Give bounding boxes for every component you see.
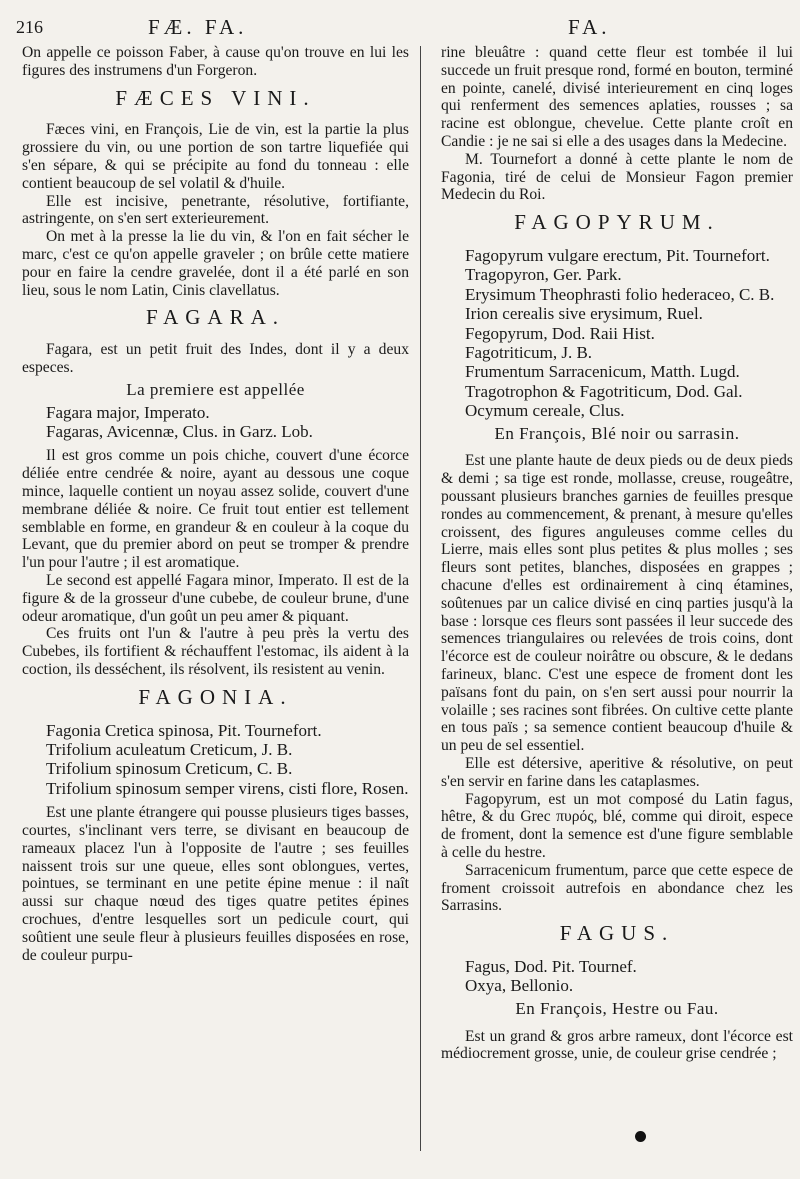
- fagus-synonym: Fagus, Dod. Pit. Tournef.: [465, 956, 637, 976]
- faeces-paragraph-1: Fæces vini, en François, Lie de vin, est la partie la plus grossiere du vin, ou une portion de son tartre liquefiée qui s'en sépare, & qui se précipite au fond du tonneau : elle contient beaucoup de sel volatil & d'huile.: [22, 121, 409, 192]
- fagopyrum-paragraph-1: Est une plante haute de deux pieds ou de deux pieds & demi ; sa tige est ronde, mollasse, creuse, rougeâtre, poussant plusieurs branches garnies de feuilles presque rondes au commencement, & prenant, à mesure qu'elles croissent, des figures anguleuses comme celles du Lierre, mais elles sont plus petites & plus molles ; ses fleurs sont petites, blanches, disposées en grappes ; chacune d'elles est ordinairement à cinq étamines, soûtenues par un calice divisé en cinq parties jusqu'à la base : lorsque ces fleurs sont passées il leur succede des semences triangulaires ou relevées de trois coins, dont l'écorce est de couleur noirâtre ou obscure, & le dedans farineux, blanc. C'est une espece de froment dont les païsans font du pain, on s'en sert aussi pour nourrir la volaille ; ses racines sont fibrées. On cultive cette plante en tous païs ; sa semence contient beaucoup d'huile & un peu de sel essentiel.: [441, 452, 793, 755]
- faber-paragraph: On appelle ce poisson Faber, à cause qu'on trouve en lui les figures des instrumens d'un Forgeron.: [22, 44, 409, 79]
- running-head-right: FA.: [568, 15, 611, 39]
- ink-dot-ornament: [635, 1131, 646, 1142]
- fagonia-synonym: Trifolium spinosum Creticum, C. B.: [46, 759, 293, 779]
- fagara-paragraph-4: Ces fruits ont l'un & l'autre à peu près la vertu des Cubebes, ils fortifient & réchauffent l'estomac, ils aident à la coction, ils desséchent, ils résolvent, ils resistent au venin.: [22, 625, 409, 678]
- fagus-synonym: Oxya, Bellonio.: [465, 976, 574, 996]
- fagopyrum-french-name: En François, Blé noir ou sarrasin.: [494, 423, 740, 443]
- fagara-paragraph-1: Fagara, est un petit fruit des Indes, dont il y a deux especes.: [22, 341, 409, 376]
- heading-faeces-vini: FÆCES VINI.: [115, 85, 316, 110]
- fagara-synonym: Fagara major, Imperato.: [46, 402, 210, 422]
- fagonia-synonym: Trifolium spinosum semper virens, cisti flore, Rosen.: [46, 778, 409, 798]
- fagara-paragraph-3: Le second est appellé Fagara minor, Imperato. Il est de la figure & de la grosseur d'une cubebe, de couleur brune, d'une odeur aromatique, d'un goût un peu amer & piquant.: [22, 571, 409, 625]
- fagonia-name-paragraph: M. Tournefort a donné à cette plante le nom de Fagonia, tiré de celui de Monsieur Fagon premier Medecin du Roi.: [441, 150, 793, 204]
- fagus-paragraph-1: Est un grand & gros arbre rameux, dont l'écorce est médiocrement grosse, unie, de couleur grise cendrée ;: [441, 1027, 793, 1063]
- running-head-left: FÆ. FA.: [148, 15, 248, 39]
- fagopyrum-synonym: Tragotrophon & Fagotriticum, Dod. Gal.: [465, 381, 743, 401]
- fagonia-synonym: Trifolium aculeatum Creticum, J. B.: [46, 739, 293, 759]
- fagopyrum-paragraph-3: Fagopyrum, est un mot composé du Latin fagus, hêtre, & du Grec πυρός, blé, comme qui diroit, espece de froment, dont la semence est d'une figure semblable à celle du hestre.: [441, 790, 793, 861]
- fagara-subheading: La premiere est appellée: [126, 379, 305, 399]
- heading-fagara: FAGARA.: [145, 305, 286, 330]
- fagopyrum-paragraph-2: Elle est détersive, aperitive & résolutive, on peut s'en servir en farine dans les cataplasmes.: [441, 754, 793, 790]
- fagonia-continuation: rine bleuâtre : quand cette fleur est tombée il lui succede un fruit presque rond, formé en bouton, terminé en pointe, canelé, divisé interieurement en cinq loges qui renferment des semences aplaties, rousses ; sa racine est oblongue, chevelue. Cette plante croît en Candie : je ne sai si elle a des usages dans la Medecine.: [441, 44, 793, 150]
- left-column: [22, 44, 409, 964]
- fagonia-paragraph-1: Est une plante étrangere qui pousse plusieurs tiges basses, courtes, s'inclinant vers terre, se divisant en beaucoup de rameaux placez l'un à l'opposite de l'autre ; ses feuilles naissent trois sur une queue, elles sont oblongues, vertes, pointues, se terminant en une petite épine menue : il naît aussi sur chaque nœud des tiges quatre petites épines crochues, d'entre lesquelles sort un pedicule court, qui soûtient une seule fleur à plusieurs feuilles disposées en rose, de couleur purpu-: [22, 804, 409, 964]
- fagopyrum-synonym: Fagopyrum vulgare erectum, Pit. Tournefort.: [465, 245, 770, 265]
- fagonia-synonym: Fagonia Cretica spinosa, Pit. Tournefort.: [46, 720, 322, 740]
- faeces-paragraph-2: Elle est incisive, penetrante, résolutive, fortifiante, astringente, on s'en sert exterieurement.: [22, 192, 409, 228]
- heading-fagopyrum: FAGOPYRUM.: [514, 210, 720, 235]
- fagopyrum-synonym: Frumentum Sarracenicum, Matth. Lugd.: [465, 362, 740, 382]
- fagopyrum-synonym: Irion cerealis sive erysimum, Ruel.: [465, 304, 703, 324]
- heading-fagus: FAGUS.: [559, 921, 675, 946]
- faeces-paragraph-3: On met à la presse la lie du vin, & l'on en fait sécher le marc, c'est ce qu'on appelle graveler ; on brûle cette matiere pour en faire la cendre gravelée, dont il a été parlé en son lieu, sous le nom Latin, Cinis clavellatus.: [22, 228, 409, 299]
- fagopyrum-synonym: Fegopyrum, Dod. Raii Hist.: [465, 323, 655, 343]
- right-column: [441, 44, 793, 1063]
- fagara-paragraph-2: Il est gros comme un pois chiche, couvert d'une écorce déliée entre cendrée & noire, ayant au dessous une coque mince, laquelle contient un noyau assez solide, couvert d'une membrane déliée & noire. Ce fruit tout entier est tellement semblable en forme, en grandeur & en couleur à la coque du Levant, que du premier abord on peut se tromper & prendre l'un pour l'autre ; il est aromatique.: [22, 447, 409, 572]
- fagus-french-name: En François, Hestre ou Fau.: [515, 998, 719, 1018]
- fagopyrum-paragraph-4: Sarracenicum frumentum, parce que cette espece de froment croissoit autrefois en abondance chez les Sarrasins.: [441, 861, 793, 915]
- column-divider: [420, 46, 421, 1151]
- heading-fagonia: FAGONIA.: [138, 684, 293, 709]
- fagopyrum-synonym: Tragopyron, Ger. Park.: [465, 265, 622, 285]
- fagopyrum-synonym: Erysimum Theophrasti folio hederaceo, C. B.: [465, 284, 775, 304]
- page-number: 216: [16, 17, 43, 37]
- fagara-synonym: Fagaras, Avicennæ, Clus. in Garz. Lob.: [46, 421, 313, 441]
- fagopyrum-synonym: Ocymum cereale, Clus.: [465, 401, 625, 421]
- fagopyrum-synonym: Fagotriticum, J. B.: [465, 343, 593, 362]
